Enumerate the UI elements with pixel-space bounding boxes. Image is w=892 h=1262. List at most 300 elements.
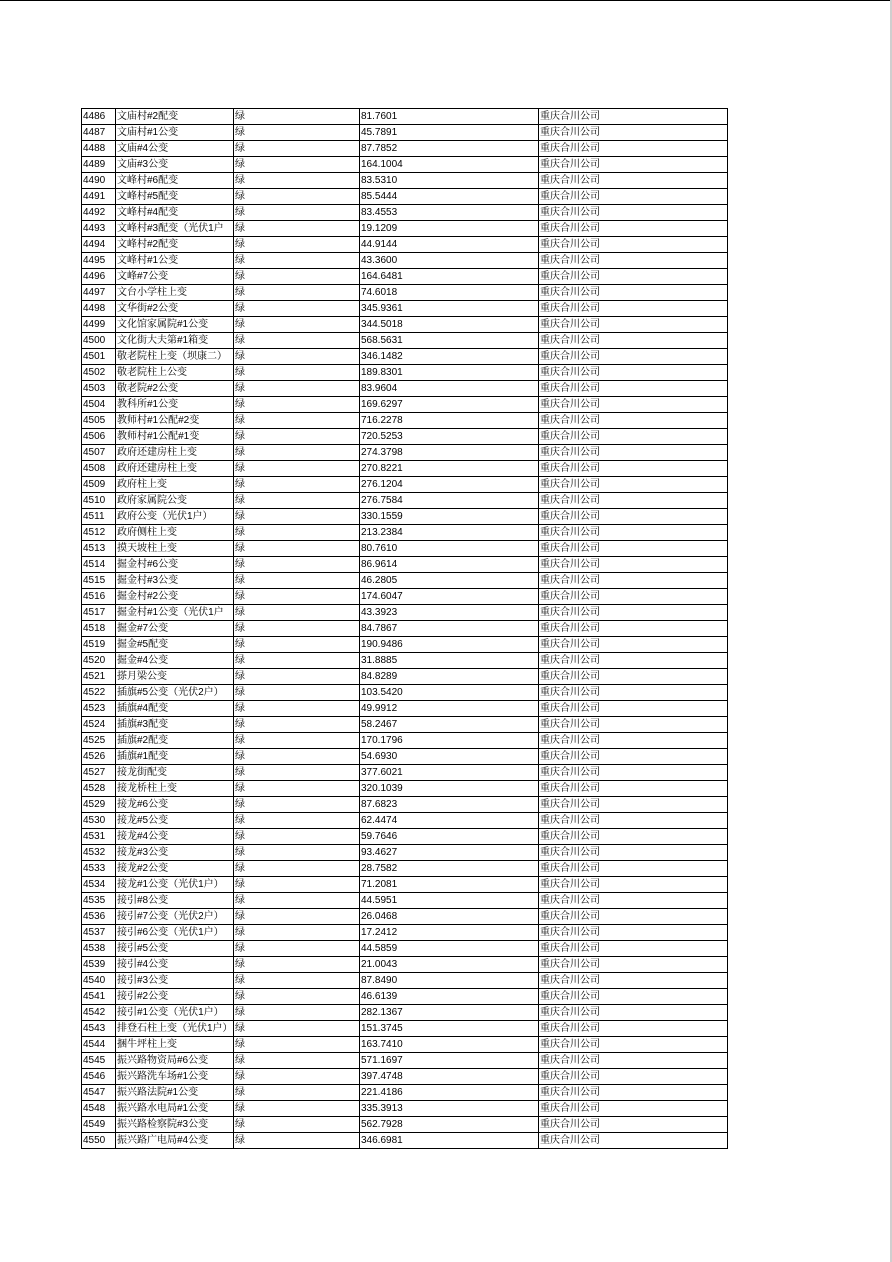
- cell-company: 重庆合川公司: [539, 829, 728, 845]
- cell-company: 重庆合川公司: [539, 1101, 728, 1117]
- cell-id: 4501: [82, 349, 116, 365]
- cell-transformer-name: 政府柱上变: [116, 477, 234, 493]
- cell-id: 4546: [82, 1069, 116, 1085]
- cell-value: 84.8289: [360, 669, 539, 685]
- table-row: [82, 285, 728, 301]
- cell-status-color: 绿: [234, 685, 360, 701]
- cell-transformer-name: 文峰村#6配变: [116, 173, 234, 189]
- cell-value: 21.0043: [360, 957, 539, 973]
- cell-id: 4491: [82, 189, 116, 205]
- cell-status-color: 绿: [234, 877, 360, 893]
- table-row: [82, 317, 728, 333]
- cell-id: 4536: [82, 909, 116, 925]
- cell-value: 74.6018: [360, 285, 539, 301]
- cell-id: 4528: [82, 781, 116, 797]
- table-row: [82, 125, 728, 141]
- cell-transformer-name: 接龙#2公变: [116, 861, 234, 877]
- cell-transformer-name: 接引#6公变（光伏1户）: [116, 925, 234, 941]
- table-row: [82, 765, 728, 781]
- cell-transformer-name: 接引#3公变: [116, 973, 234, 989]
- cell-company: 重庆合川公司: [539, 733, 728, 749]
- cell-company: 重庆合川公司: [539, 669, 728, 685]
- cell-value: 84.7867: [360, 621, 539, 637]
- table-row: [82, 429, 728, 445]
- cell-company: 重庆合川公司: [539, 781, 728, 797]
- cell-company: 重庆合川公司: [539, 477, 728, 493]
- cell-id: 4526: [82, 749, 116, 765]
- table-row: [82, 957, 728, 973]
- cell-id: 4542: [82, 1005, 116, 1021]
- cell-id: 4502: [82, 365, 116, 381]
- table-row: [82, 573, 728, 589]
- cell-id: 4548: [82, 1101, 116, 1117]
- cell-transformer-name: 插旗#3配变: [116, 717, 234, 733]
- cell-id: 4517: [82, 605, 116, 621]
- table-row: [82, 989, 728, 1005]
- cell-transformer-name: 政府公变（光伏1户）: [116, 509, 234, 525]
- table-row: [82, 925, 728, 941]
- cell-value: 720.5253: [360, 429, 539, 445]
- cell-transformer-name: 掘金#4公变: [116, 653, 234, 669]
- table-row: [82, 1069, 728, 1085]
- table-row: [82, 621, 728, 637]
- cell-value: 54.6930: [360, 749, 539, 765]
- cell-company: 重庆合川公司: [539, 589, 728, 605]
- cell-status-color: 绿: [234, 173, 360, 189]
- cell-id: 4504: [82, 397, 116, 413]
- cell-transformer-name: 政府还建房柱上变: [116, 445, 234, 461]
- cell-company: 重庆合川公司: [539, 957, 728, 973]
- cell-value: 59.7646: [360, 829, 539, 845]
- cell-value: 562.7928: [360, 1117, 539, 1133]
- cell-transformer-name: 掘金#7公变: [116, 621, 234, 637]
- cell-company: 重庆合川公司: [539, 1053, 728, 1069]
- cell-status-color: 绿: [234, 237, 360, 253]
- cell-company: 重庆合川公司: [539, 237, 728, 253]
- cell-transformer-name: 文化馆家属院#1公变: [116, 317, 234, 333]
- table-row: [82, 461, 728, 477]
- cell-id: 4519: [82, 637, 116, 653]
- table-row: [82, 941, 728, 957]
- cell-company: 重庆合川公司: [539, 701, 728, 717]
- cell-company: 重庆合川公司: [539, 989, 728, 1005]
- cell-status-color: 绿: [234, 333, 360, 349]
- cell-transformer-name: 接龙街配变: [116, 765, 234, 781]
- table-row: [82, 813, 728, 829]
- cell-status-color: 绿: [234, 397, 360, 413]
- cell-id: 4507: [82, 445, 116, 461]
- table-row: [82, 717, 728, 733]
- table-row: [82, 1101, 728, 1117]
- cell-transformer-name: 排登石柱上变（光伏1户）: [116, 1021, 234, 1037]
- table-row: [82, 269, 728, 285]
- cell-id: 4509: [82, 477, 116, 493]
- table-row: [82, 669, 728, 685]
- cell-status-color: 绿: [234, 1085, 360, 1101]
- cell-company: 重庆合川公司: [539, 461, 728, 477]
- data-table: [81, 108, 728, 1149]
- cell-status-color: 绿: [234, 141, 360, 157]
- cell-status-color: 绿: [234, 573, 360, 589]
- cell-value: 163.7410: [360, 1037, 539, 1053]
- cell-id: 4525: [82, 733, 116, 749]
- cell-company: 重庆合川公司: [539, 525, 728, 541]
- cell-id: 4495: [82, 253, 116, 269]
- cell-company: 重庆合川公司: [539, 413, 728, 429]
- cell-status-color: 绿: [234, 1053, 360, 1069]
- table-row: [82, 301, 728, 317]
- cell-status-color: 绿: [234, 461, 360, 477]
- cell-transformer-name: 文台小学柱上变: [116, 285, 234, 301]
- cell-id: 4524: [82, 717, 116, 733]
- table-row: [82, 845, 728, 861]
- cell-transformer-name: 掘金村#1公变（光伏1户: [116, 605, 234, 621]
- cell-company: 重庆合川公司: [539, 285, 728, 301]
- cell-company: 重庆合川公司: [539, 317, 728, 333]
- table-row: [82, 141, 728, 157]
- cell-company: 重庆合川公司: [539, 1005, 728, 1021]
- cell-status-color: 绿: [234, 381, 360, 397]
- cell-company: 重庆合川公司: [539, 637, 728, 653]
- table-row: [82, 525, 728, 541]
- cell-id: 4499: [82, 317, 116, 333]
- cell-company: 重庆合川公司: [539, 125, 728, 141]
- cell-status-color: 绿: [234, 157, 360, 173]
- table-row: [82, 909, 728, 925]
- cell-status-color: 绿: [234, 589, 360, 605]
- table-row: [82, 685, 728, 701]
- cell-transformer-name: 文庙村#1公变: [116, 125, 234, 141]
- cell-company: 重庆合川公司: [539, 973, 728, 989]
- table-row: [82, 877, 728, 893]
- cell-transformer-name: 捆牛坪柱上变: [116, 1037, 234, 1053]
- cell-company: 重庆合川公司: [539, 541, 728, 557]
- cell-company: 重庆合川公司: [539, 141, 728, 157]
- cell-transformer-name: 振兴路法院#1公变: [116, 1085, 234, 1101]
- cell-id: 4515: [82, 573, 116, 589]
- cell-id: 4513: [82, 541, 116, 557]
- cell-id: 4538: [82, 941, 116, 957]
- cell-company: 重庆合川公司: [539, 749, 728, 765]
- cell-value: 87.8490: [360, 973, 539, 989]
- table-row: [82, 749, 728, 765]
- cell-company: 重庆合川公司: [539, 333, 728, 349]
- cell-transformer-name: 插旗#4配变: [116, 701, 234, 717]
- cell-value: 320.1039: [360, 781, 539, 797]
- cell-transformer-name: 接龙#1公变（光伏1户）: [116, 877, 234, 893]
- cell-id: 4518: [82, 621, 116, 637]
- cell-transformer-name: 文峰村#1公变: [116, 253, 234, 269]
- cell-transformer-name: 文庙村#2配变: [116, 109, 234, 125]
- cell-id: 4521: [82, 669, 116, 685]
- cell-status-color: 绿: [234, 1005, 360, 1021]
- cell-company: 重庆合川公司: [539, 221, 728, 237]
- cell-company: 重庆合川公司: [539, 573, 728, 589]
- cell-status-color: 绿: [234, 477, 360, 493]
- cell-transformer-name: 振兴路物资局#6公变: [116, 1053, 234, 1069]
- cell-transformer-name: 插旗#5公变（光伏2户）: [116, 685, 234, 701]
- cell-value: 276.1204: [360, 477, 539, 493]
- cell-value: 44.9144: [360, 237, 539, 253]
- cell-status-color: 绿: [234, 1021, 360, 1037]
- cell-transformer-name: 插旗#1配变: [116, 749, 234, 765]
- cell-value: 276.7584: [360, 493, 539, 509]
- cell-status-color: 绿: [234, 365, 360, 381]
- cell-status-color: 绿: [234, 893, 360, 909]
- cell-status-color: 绿: [234, 765, 360, 781]
- cell-status-color: 绿: [234, 253, 360, 269]
- cell-transformer-name: 接引#8公变: [116, 893, 234, 909]
- cell-company: 重庆合川公司: [539, 653, 728, 669]
- table-row: [82, 973, 728, 989]
- cell-status-color: 绿: [234, 781, 360, 797]
- cell-status-color: 绿: [234, 205, 360, 221]
- cell-value: 274.3798: [360, 445, 539, 461]
- cell-value: 85.5444: [360, 189, 539, 205]
- cell-transformer-name: 掘金村#6公变: [116, 557, 234, 573]
- table-row: [82, 701, 728, 717]
- cell-company: 重庆合川公司: [539, 269, 728, 285]
- cell-value: 221.4186: [360, 1085, 539, 1101]
- cell-company: 重庆合川公司: [539, 765, 728, 781]
- cell-id: 4550: [82, 1133, 116, 1149]
- table-row: [82, 237, 728, 253]
- table-row: [82, 509, 728, 525]
- cell-value: 346.1482: [360, 349, 539, 365]
- cell-id: 4535: [82, 893, 116, 909]
- cell-status-color: 绿: [234, 621, 360, 637]
- cell-transformer-name: 敬老院柱上变（坝康二）: [116, 349, 234, 365]
- cell-value: 716.2278: [360, 413, 539, 429]
- cell-transformer-name: 接引#2公变: [116, 989, 234, 1005]
- cell-status-color: 绿: [234, 941, 360, 957]
- cell-transformer-name: 掘金村#3公变: [116, 573, 234, 589]
- cell-value: 345.9361: [360, 301, 539, 317]
- cell-id: 4514: [82, 557, 116, 573]
- cell-id: 4530: [82, 813, 116, 829]
- cell-status-color: 绿: [234, 269, 360, 285]
- table-row: [82, 221, 728, 237]
- cell-company: 重庆合川公司: [539, 381, 728, 397]
- table-row: [82, 445, 728, 461]
- cell-id: 4508: [82, 461, 116, 477]
- cell-id: 4503: [82, 381, 116, 397]
- table-row: [82, 157, 728, 173]
- cell-value: 151.3745: [360, 1021, 539, 1037]
- cell-value: 28.7582: [360, 861, 539, 877]
- cell-transformer-name: 政府家属院公变: [116, 493, 234, 509]
- cell-company: 重庆合川公司: [539, 813, 728, 829]
- table-row: [82, 1005, 728, 1021]
- cell-id: 4540: [82, 973, 116, 989]
- cell-id: 4523: [82, 701, 116, 717]
- cell-transformer-name: 振兴路广电局#4公变: [116, 1133, 234, 1149]
- cell-transformer-name: 接引#5公变: [116, 941, 234, 957]
- table-row: [82, 173, 728, 189]
- cell-status-color: 绿: [234, 509, 360, 525]
- cell-value: 80.7610: [360, 541, 539, 557]
- table-row: [82, 637, 728, 653]
- cell-status-color: 绿: [234, 605, 360, 621]
- cell-id: 4529: [82, 797, 116, 813]
- cell-value: 86.9614: [360, 557, 539, 573]
- cell-company: 重庆合川公司: [539, 685, 728, 701]
- cell-transformer-name: 文峰村#2配变: [116, 237, 234, 253]
- cell-company: 重庆合川公司: [539, 1085, 728, 1101]
- cell-status-color: 绿: [234, 349, 360, 365]
- cell-status-color: 绿: [234, 301, 360, 317]
- table-row: [82, 381, 728, 397]
- cell-transformer-name: 文化街大夫第#1箱变: [116, 333, 234, 349]
- cell-value: 49.9912: [360, 701, 539, 717]
- cell-company: 重庆合川公司: [539, 301, 728, 317]
- cell-id: 4545: [82, 1053, 116, 1069]
- cell-company: 重庆合川公司: [539, 205, 728, 221]
- cell-status-color: 绿: [234, 733, 360, 749]
- cell-status-color: 绿: [234, 653, 360, 669]
- table-row: [82, 1037, 728, 1053]
- cell-transformer-name: 振兴路检察院#3公变: [116, 1117, 234, 1133]
- cell-transformer-name: 敬老院柱上公变: [116, 365, 234, 381]
- cell-transformer-name: 接龙#4公变: [116, 829, 234, 845]
- cell-value: 213.2384: [360, 525, 539, 541]
- table-row: [82, 333, 728, 349]
- cell-transformer-name: 文华街#2公变: [116, 301, 234, 317]
- table-row: [82, 1085, 728, 1101]
- cell-transformer-name: 搽月梁公变: [116, 669, 234, 685]
- cell-status-color: 绿: [234, 1069, 360, 1085]
- cell-transformer-name: 文峰村#4配变: [116, 205, 234, 221]
- cell-id: 4549: [82, 1117, 116, 1133]
- cell-company: 重庆合川公司: [539, 845, 728, 861]
- cell-transformer-name: 政府还建房柱上变: [116, 461, 234, 477]
- cell-status-color: 绿: [234, 1101, 360, 1117]
- table-row: [82, 829, 728, 845]
- cell-value: 81.7601: [360, 109, 539, 125]
- table-row: [82, 365, 728, 381]
- cell-id: 4544: [82, 1037, 116, 1053]
- table-row: [82, 477, 728, 493]
- cell-id: 4488: [82, 141, 116, 157]
- cell-status-color: 绿: [234, 637, 360, 653]
- cell-value: 17.2412: [360, 925, 539, 941]
- cell-status-color: 绿: [234, 189, 360, 205]
- cell-id: 4532: [82, 845, 116, 861]
- cell-id: 4537: [82, 925, 116, 941]
- cell-value: 71.2081: [360, 877, 539, 893]
- cell-transformer-name: 接龙#6公变: [116, 797, 234, 813]
- cell-value: 270.8221: [360, 461, 539, 477]
- cell-id: 4520: [82, 653, 116, 669]
- cell-status-color: 绿: [234, 541, 360, 557]
- table-body: [82, 109, 728, 1149]
- cell-transformer-name: 敬老院#2公变: [116, 381, 234, 397]
- cell-value: 83.4553: [360, 205, 539, 221]
- cell-status-color: 绿: [234, 909, 360, 925]
- cell-company: 重庆合川公司: [539, 797, 728, 813]
- cell-id: 4533: [82, 861, 116, 877]
- cell-transformer-name: 接龙#3公变: [116, 845, 234, 861]
- cell-status-color: 绿: [234, 1037, 360, 1053]
- table-row: [82, 109, 728, 125]
- cell-value: 87.7852: [360, 141, 539, 157]
- cell-transformer-name: 教师村#1公配#2变: [116, 413, 234, 429]
- table-row: [82, 1133, 728, 1149]
- cell-company: 重庆合川公司: [539, 253, 728, 269]
- cell-id: 4505: [82, 413, 116, 429]
- cell-status-color: 绿: [234, 285, 360, 301]
- cell-status-color: 绿: [234, 445, 360, 461]
- cell-company: 重庆合川公司: [539, 717, 728, 733]
- cell-company: 重庆合川公司: [539, 509, 728, 525]
- cell-value: 19.1209: [360, 221, 539, 237]
- cell-id: 4541: [82, 989, 116, 1005]
- cell-value: 62.4474: [360, 813, 539, 829]
- cell-company: 重庆合川公司: [539, 1133, 728, 1149]
- cell-company: 重庆合川公司: [539, 109, 728, 125]
- cell-transformer-name: 文峰村#3配变（光伏1户: [116, 221, 234, 237]
- table-row: [82, 893, 728, 909]
- cell-id: 4492: [82, 205, 116, 221]
- table-row: [82, 397, 728, 413]
- cell-company: 重庆合川公司: [539, 621, 728, 637]
- cell-transformer-name: 掘金#5配变: [116, 637, 234, 653]
- cell-id: 4490: [82, 173, 116, 189]
- cell-status-color: 绿: [234, 989, 360, 1005]
- cell-company: 重庆合川公司: [539, 173, 728, 189]
- cell-value: 169.6297: [360, 397, 539, 413]
- table-row: [82, 189, 728, 205]
- cell-status-color: 绿: [234, 493, 360, 509]
- table-row: [82, 1053, 728, 1069]
- cell-transformer-name: 文庙#3公变: [116, 157, 234, 173]
- cell-status-color: 绿: [234, 109, 360, 125]
- cell-id: 4486: [82, 109, 116, 125]
- cell-id: 4527: [82, 765, 116, 781]
- cell-id: 4510: [82, 493, 116, 509]
- cell-transformer-name: 接龙#5公变: [116, 813, 234, 829]
- table-row: [82, 493, 728, 509]
- table-row: [82, 205, 728, 221]
- cell-status-color: 绿: [234, 973, 360, 989]
- cell-value: 189.8301: [360, 365, 539, 381]
- cell-transformer-name: 摸天坡柱上变: [116, 541, 234, 557]
- cell-value: 397.4748: [360, 1069, 539, 1085]
- top-border-line: [0, 0, 892, 1]
- table-row: [82, 861, 728, 877]
- cell-transformer-name: 接引#1公变（光伏1户）: [116, 1005, 234, 1021]
- cell-id: 4500: [82, 333, 116, 349]
- cell-status-color: 绿: [234, 1133, 360, 1149]
- cell-status-color: 绿: [234, 557, 360, 573]
- cell-id: 4522: [82, 685, 116, 701]
- cell-id: 4547: [82, 1085, 116, 1101]
- cell-transformer-name: 政府侧柱上变: [116, 525, 234, 541]
- cell-value: 346.6981: [360, 1133, 539, 1149]
- cell-company: 重庆合川公司: [539, 557, 728, 573]
- table-row: [82, 733, 728, 749]
- cell-company: 重庆合川公司: [539, 397, 728, 413]
- table-row: [82, 413, 728, 429]
- cell-status-color: 绿: [234, 701, 360, 717]
- cell-value: 174.6047: [360, 589, 539, 605]
- cell-company: 重庆合川公司: [539, 365, 728, 381]
- cell-status-color: 绿: [234, 861, 360, 877]
- cell-transformer-name: 振兴路水电局#1公变: [116, 1101, 234, 1117]
- cell-transformer-name: 接引#7公变（光伏2户）: [116, 909, 234, 925]
- table-row: [82, 589, 728, 605]
- cell-status-color: 绿: [234, 669, 360, 685]
